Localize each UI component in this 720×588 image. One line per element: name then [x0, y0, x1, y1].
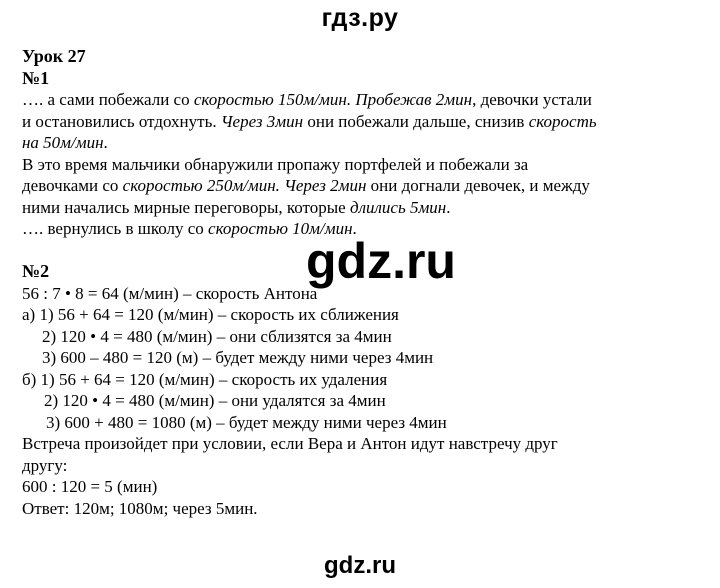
- text-run: они догнали девочек, и между: [366, 176, 590, 195]
- task-1-line: [22, 89, 702, 111]
- task-1-line: [22, 197, 702, 219]
- text-run: .: [352, 219, 357, 238]
- task-2-line: а) 1) 56 + 64 = 120 (м/мин) – скорость их сближения: [22, 305, 399, 324]
- italic-text-run: длились 5мин: [349, 197, 447, 217]
- task-1-number: №1: [22, 67, 50, 88]
- italic-text-run: скорость: [528, 111, 597, 131]
- task-2-line: 2) 120 • 4 = 480 (м/мин) – они сблизятся за 4мин: [42, 326, 392, 346]
- text-run: .: [103, 133, 108, 152]
- lesson-title: Урок 27: [22, 46, 86, 66]
- text-run: .: [446, 197, 451, 217]
- italic-text-run: скоростью 10м/мин: [208, 219, 353, 238]
- task-1-line: [22, 132, 702, 154]
- task-2-line: другу:: [22, 455, 68, 475]
- task-2-answer: Ответ: 120м; 1080м; через 5мин.: [22, 498, 258, 518]
- text-run: …. а сами побежали со: [22, 90, 194, 109]
- italic-text-run: Через 3мин: [220, 111, 304, 131]
- text-run: они побежали дальше, снизив: [303, 111, 529, 131]
- site-footer: gdz.ru: [324, 552, 396, 579]
- task-2-line: 600 : 120 = 5 (мин): [22, 477, 158, 496]
- task-1-line: [22, 154, 702, 176]
- task-2-line: 2) 120 • 4 = 480 (м/мин) – они удалятся за 4мин: [44, 391, 386, 410]
- text-run: , девочки устали: [472, 90, 592, 109]
- task-2-number: №2: [22, 261, 50, 281]
- italic-text-run: скоростью 150м/мин. Пробежав 2мин: [193, 90, 473, 109]
- text-run: ними начались мирные переговоры, которые: [22, 197, 350, 217]
- task-2-line: 56 : 7 • 8 = 64 (м/мин) – скорость Антона: [22, 283, 318, 303]
- text-run: …. вернулись в школу со: [22, 219, 209, 238]
- text-run: В это время мальчики обнаружили пропажу портфелей и побежали за: [22, 154, 529, 174]
- task-2-line: 3) 600 – 480 = 120 (м) – будет между ними через 4мин: [42, 348, 434, 367]
- italic-text-run: на 50м/мин: [22, 133, 104, 152]
- task-1-line: [22, 175, 702, 197]
- italic-text-run: скоростью 250м/мин. Через 2мин: [122, 176, 367, 195]
- task-1-line: [22, 111, 702, 133]
- task-2-line: 3) 600 + 480 = 1080 (м) – будет между ними через 4мин: [46, 412, 447, 432]
- watermark: gdz.ru: [306, 233, 456, 289]
- text-run: девочками со: [22, 176, 123, 195]
- task-2-line: Встреча произойдет при условии, если Вера и Антон идут навстречу друг: [22, 434, 558, 453]
- text-run: и остановились отдохнуть.: [22, 111, 221, 131]
- site-header: гдз.ру: [321, 4, 399, 32]
- task-2-line: б) 1) 56 + 64 = 120 (м/мин) – скорость их удаления: [22, 369, 388, 389]
